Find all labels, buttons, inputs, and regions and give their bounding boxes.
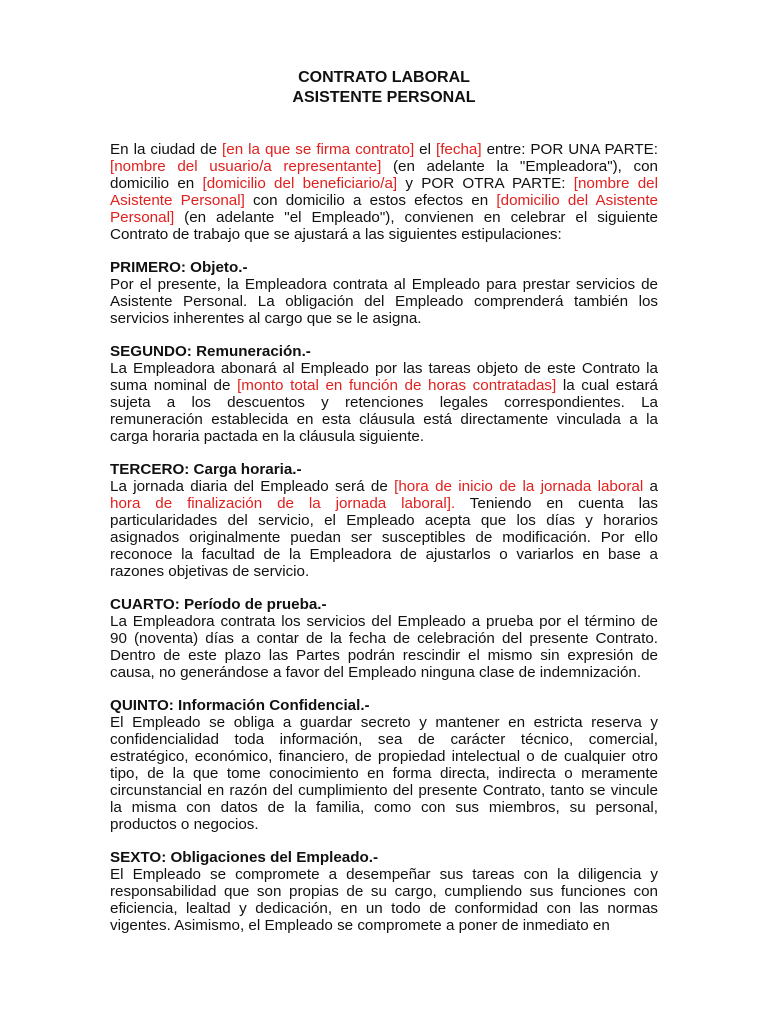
clause-paragraph xyxy=(110,461,658,580)
clause-heading: TERCERO: Carga horaria.- xyxy=(110,461,302,478)
text-run: El Empleado se compromete a desempeñar sus tareas con la diligencia y responsabilidad que son propias de su cargo, cumpliendo sus funciones con eficiencia, lealtad y dedicación, en un todo de conformidad con las normas vigentes. Asimismo, el Empleado se compromete a poner de inmediato en xyxy=(110,866,658,934)
title-line-1: CONTRATO LABORAL xyxy=(298,69,470,86)
placeholder-field: [fecha] xyxy=(435,141,482,158)
text-run: entre: POR UNA PARTE: xyxy=(481,141,658,158)
intro-paragraph xyxy=(110,141,658,243)
clause-paragraph xyxy=(110,697,658,833)
text-run: (en adelante "el Empleado"), convienen en celebrar el siguiente Contrato de trabajo que se ajustará a las siguientes estipulaciones: xyxy=(110,209,658,243)
placeholder-field: [nombre del Asistente Personal] xyxy=(110,175,659,209)
text-run: con domicilio a estos efectos en xyxy=(244,192,497,209)
text-run: Teniendo en cuenta las particularidades del servicio, el Empleado acepta que los días y horarios asignados originalmente puedan ser susceptibles de modificación. Por ello reconoce la facultad de la Empleadora de ajustarlos o variarlos en base a razones objetivas de servicio. xyxy=(110,495,658,580)
text-run: y POR OTRA PARTE: xyxy=(397,175,574,192)
placeholder-field: [domicilio del beneficiario/a] xyxy=(202,175,398,192)
clause-heading: PRIMERO: Objeto.- xyxy=(110,259,248,276)
clause-heading: SEXTO: Obligaciones del Empleado.- xyxy=(110,849,379,866)
clause-paragraph xyxy=(110,259,658,327)
placeholder-field: hora de finalización de la jornada laboral]. xyxy=(110,495,456,512)
clause-paragraph xyxy=(110,343,658,445)
text-run: a xyxy=(643,478,658,495)
text-run: La Empleadora contrata los servicios del Empleado a prueba por el término de 90 (noventa) días a contar de la fecha de celebración del presente Contrato. Dentro de este plazo las Partes podrán rescindir el mismo sin expresión de causa, no generándose a favor del Empleado ninguna clase de indemnización. xyxy=(110,613,658,681)
document-title xyxy=(0,68,768,108)
clause-paragraph xyxy=(110,596,658,681)
clause-paragraph xyxy=(110,849,658,934)
clause-heading: SEGUNDO: Remuneración.- xyxy=(110,343,311,360)
placeholder-field: [hora de inicio de la jornada laboral xyxy=(394,478,644,495)
text-run: la cual estará sujeta a los descuentos y retenciones legales correspondientes. La remuneración establecida en esta cláusula está directamente vinculada a la carga horaria pactada en la cláusula siguiente. xyxy=(110,377,658,445)
placeholder-field: [en la que se firma contrato] xyxy=(222,141,415,158)
title-line-2: ASISTENTE PERSONAL xyxy=(292,89,476,106)
text-run: La jornada diaria del Empleado será de xyxy=(110,478,395,495)
text-run: La Empleadora abonará al Empleado por las tareas objeto de este Contrato la suma nominal de xyxy=(110,360,658,394)
text-run: el xyxy=(414,141,436,158)
text-run: En la ciudad de xyxy=(110,141,223,158)
document-body xyxy=(110,141,658,950)
clause-heading: QUINTO: Información Confidencial.- xyxy=(110,697,370,714)
placeholder-field: [nombre del usuario/a representante] xyxy=(110,158,382,175)
placeholder-field: [domicilio del Asistente Personal] xyxy=(110,192,659,226)
text-run: Por el presente, la Empleadora contrata al Empleado para prestar servicios de Asistente Personal. La obligación del Empleado comprenderá también los servicios inherentes al cargo que se le asigna. xyxy=(110,276,658,327)
placeholder-field: [monto total en función de horas contratadas] xyxy=(237,377,557,394)
text-run: El Empleado se obliga a guardar secreto y mantener en estricta reserva y confidencialidad toda información, sea de carácter técnico, comercial, estratégico, económico, financiero, de propiedad intelectual o de cualquier otro tipo, de la que tome conocimiento en forma directa, indirecta o meramente circunstancial en razón del cumplimiento del presente Contrato, tanto se vincule la misma con datos de la familia, como con sus miembros, su personal, productos o negocios. xyxy=(110,714,658,833)
clause-heading: CUARTO: Período de prueba.- xyxy=(110,596,327,613)
text-run: (en adelante la "Empleadora"), con domicilio en xyxy=(110,158,658,192)
clauses-list xyxy=(110,259,658,934)
